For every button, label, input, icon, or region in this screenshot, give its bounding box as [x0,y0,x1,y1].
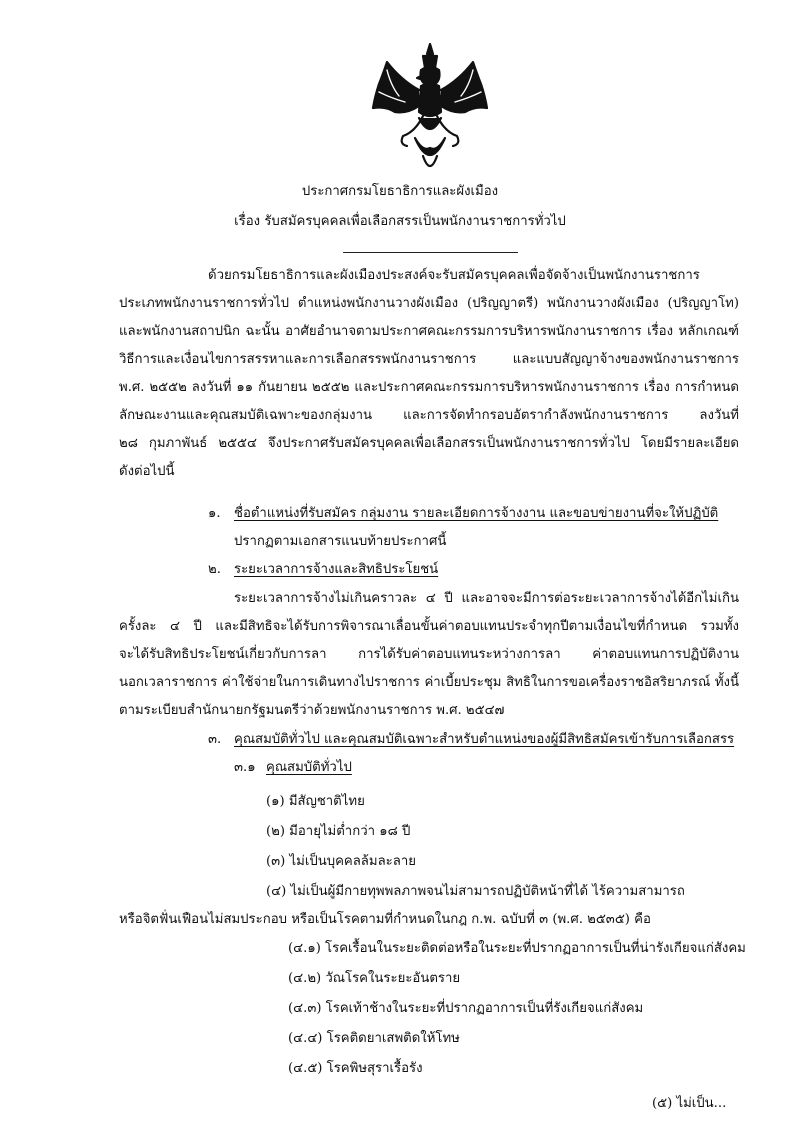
qualification-item: (๓) ไม่เป็นบุคคลล้มละลาย [266,854,416,869]
garuda-emblem-icon [365,40,495,180]
intro-line: วิธีการและเงื่อนไขการสรรหาและการเลือกสรรพนักงานราชการ และแบบสัญญาจ้างของพนักงานราชการ [119,352,739,367]
section-1-number: ๑. [208,506,221,521]
announcement-title: ประกาศกรมโยธาธิการและผังเมือง [301,184,499,199]
qualification-item: (๔) ไม่เป็นผู้มีกายทุพพลภาพจนไม่สามารถปฏิบัติหน้าที่ได้ ไร้ความสามารถ [266,884,685,899]
disease-item: (๔.๕) โรคพิษสุราเรื้อรัง [288,1061,423,1076]
disease-item: (๔.๓) โรคเท้าช้างในระยะที่ปรากฏอาการเป็นที่รังเกียจแก่สังคม [288,1001,644,1016]
page-continuation: (๕) ไม่เป็น... [652,1096,727,1111]
qualification-item-continued: หรือจิตฟั่นเฟือนไม่สมประกอบ หรือเป็นโรคตามที่กำหนดในกฎ ก.พ. ฉบับที่ ๓ (พ.ศ. ๒๕๓๕) คือ [119,912,651,927]
title-divider [343,252,518,253]
intro-line: ประเภทพนักงานราชการทั่วไป ตำแหน่งพนักงานวางผังเมือง (ปริญญาตรี) พนักงานวางผังเมือง (ปริญญาโท) [119,296,739,311]
section-3-heading: คุณสมบัติทั่วไป และคุณสมบัติเฉพาะสำหรับตำแหน่งของผู้มีสิทธิสมัครเข้ารับการเลือกสรร [234,732,735,747]
section-2-line: ระยะเวลาการจ้างไม่เกินคราวละ ๔ ปี และอาจจะมีการต่อระยะเวลาการจ้างได้อีกไม่เกิน [234,591,739,606]
intro-line: และพนักงานสถาปนิก ฉะนั้น อาศัยอำนาจตามประกาศคณะกรรมการบริหารพนักงานราชการ เรื่อง หลักเกณฑ์ [119,324,739,339]
intro-line: ลักษณะงานและคุณสมบัติเฉพาะของกลุ่มงาน และการจัดทำกรอบอัตรากำลังพนักงานราชการ ลงวันที่ [119,408,739,423]
disease-item: (๔.๑) โรคเรื้อนในระยะติดต่อหรือในระยะที่ปรากฏอาการเป็นที่น่ารังเกียจแก่สังคม [288,941,746,956]
qualification-item: (๑) มีสัญชาติไทย [266,794,365,809]
disease-item: (๔.๔) โรคติดยาเสพติดให้โทษ [288,1031,460,1046]
intro-line: พ.ศ. ๒๕๕๒ ลงวันที่ ๑๑ กันยายน ๒๕๕๒ และประกาศคณะกรรมการบริหารพนักงานราชการ เรื่อง การกำหนด [119,380,739,395]
intro-line: ด้วยกรมโยธาธิการและผังเมืองประสงค์จะรับสมัครบุคคลเพื่อจัดจ้างเป็นพนักงานราชการ [208,268,700,283]
section-3-1-number: ๓.๑ [234,760,256,775]
section-1-body: ปรากฏตามเอกสารแนบท้ายประกาศนี้ [234,534,447,549]
section-3-1-heading: คุณสมบัติทั่วไป [266,760,352,775]
qualification-item: (๒) มีอายุไม่ต่ำกว่า ๑๘ ปี [266,824,411,839]
section-2-line: ครั้งละ ๔ ปี และมีสิทธิจะได้รับการพิจารณาเลื่อนขั้นค่าตอบแทนประจำทุกปีตามเงื่อนไขที่กำหนด รวมทั้ง [119,619,739,634]
section-2-line: นอกเวลาราชการ ค่าใช้จ่ายในการเดินทางไปราชการ ค่าเบี้ยประชุม สิทธิในการขอเครื่องราชอิสริยาภรณ์ ทั้งนี้ [119,675,739,690]
section-3-number: ๓. [208,732,222,747]
section-2-heading: ระยะเวลาการจ้างและสิทธิประโยชน์ [234,562,439,577]
section-2-line: ตามระเบียบสำนักนายกรัฐมนตรีว่าด้วยพนักงานราชการ พ.ศ. ๒๕๔๗ [119,703,505,718]
section-2-line: จะได้รับสิทธิประโยชน์เกี่ยวกับการลา การได้รับค่าตอบแทนระหว่างการลา ค่าตอบแทนการปฏิบัติงาน [119,647,739,662]
intro-line: ๒๘ กุมภาพันธ์ ๒๕๕๔ จึงประกาศรับสมัครบุคคลเพื่อเลือกสรรเป็นพนักงานราชการทั่วไป โดยมีรายละเอียด [119,436,739,451]
section-2-number: ๒. [208,562,221,577]
intro-line: ดังต่อไปนี้ [119,464,175,479]
section-1-heading: ชื่อตำแหน่งที่รับสมัคร กลุ่มงาน รายละเอียดการจ้างงาน และขอบข่ายงานที่จะให้ปฏิบัติ [234,506,719,521]
disease-item: (๔.๒) วัณโรคในระยะอันตราย [288,971,461,986]
announcement-subject: เรื่อง รับสมัครบุคคลเพื่อเลือกสรรเป็นพนักงานราชการทั่วไป [234,214,566,229]
